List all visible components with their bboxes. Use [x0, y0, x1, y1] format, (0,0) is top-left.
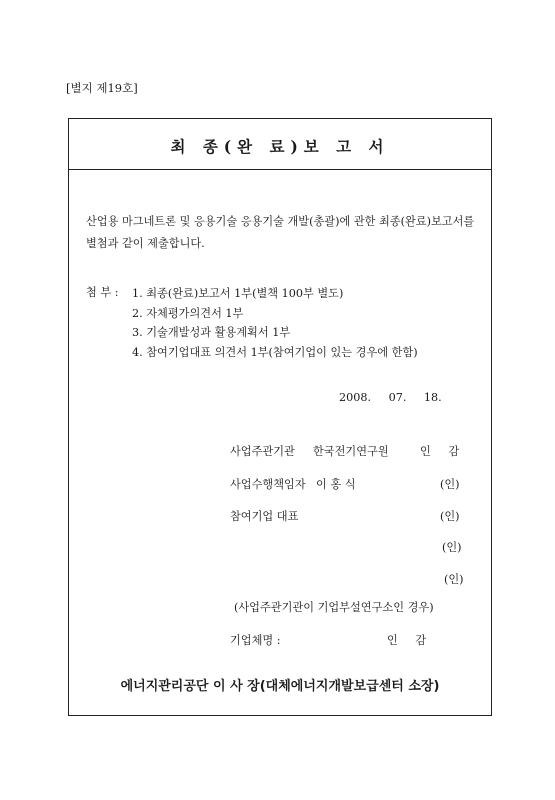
report-form-frame [68, 118, 492, 716]
host-org-seal: 인 감 [420, 445, 460, 458]
attachment-item: 2. 자체평가의견서 1부 [132, 306, 244, 320]
extra-seal-1: (인) [442, 541, 462, 554]
attachments-label: 첨 부 : [86, 286, 119, 299]
manager-label: 사업수행책임자 [230, 478, 306, 491]
company-label: 기업체명 : [230, 634, 281, 647]
manager-seal: (인) [440, 478, 460, 491]
participant-seal: (인) [440, 510, 460, 523]
recipient-footer: 에너지관리공단 이 사 장(대체에너지개발보급센터 소장) [120, 679, 440, 694]
manager-value: 이 홍 식 [316, 478, 356, 491]
host-org-value: 한국전기연구원 [313, 445, 389, 458]
attachments-list [132, 284, 418, 362]
participant-label: 참여기업 대표 [230, 510, 299, 523]
attachment-item: 3. 기술개발성과 활용계획서 1부 [132, 326, 291, 339]
document-title: 최 종(완 료)보 고 서 [170, 136, 390, 156]
attachment-item: 1. 최종(완료)보고서 1부(별책 100부 별도) [132, 287, 344, 300]
company-seal: 인 감 [387, 634, 427, 647]
submission-date: 2008. 07. 18. [339, 391, 442, 404]
title-row [69, 119, 491, 170]
body-text: 산업용 마그네트론 및 응용기술 응용기술 개발(총괄)에 관한 최종(완료)보고서를 별첨과 같이 제출합니다. [86, 215, 475, 250]
extra-seal-2: (인) [444, 573, 464, 586]
annex-label: [별지 제19호] [66, 81, 138, 95]
research-lab-note: (사업주관기관이 기업부설연구소인 경우) [234, 601, 434, 614]
attachment-item: 4. 참여기업대표 의견서 1부(참여기업이 있는 경우에 한함) [132, 345, 418, 359]
host-org-label: 사업주관기관 [230, 445, 295, 458]
